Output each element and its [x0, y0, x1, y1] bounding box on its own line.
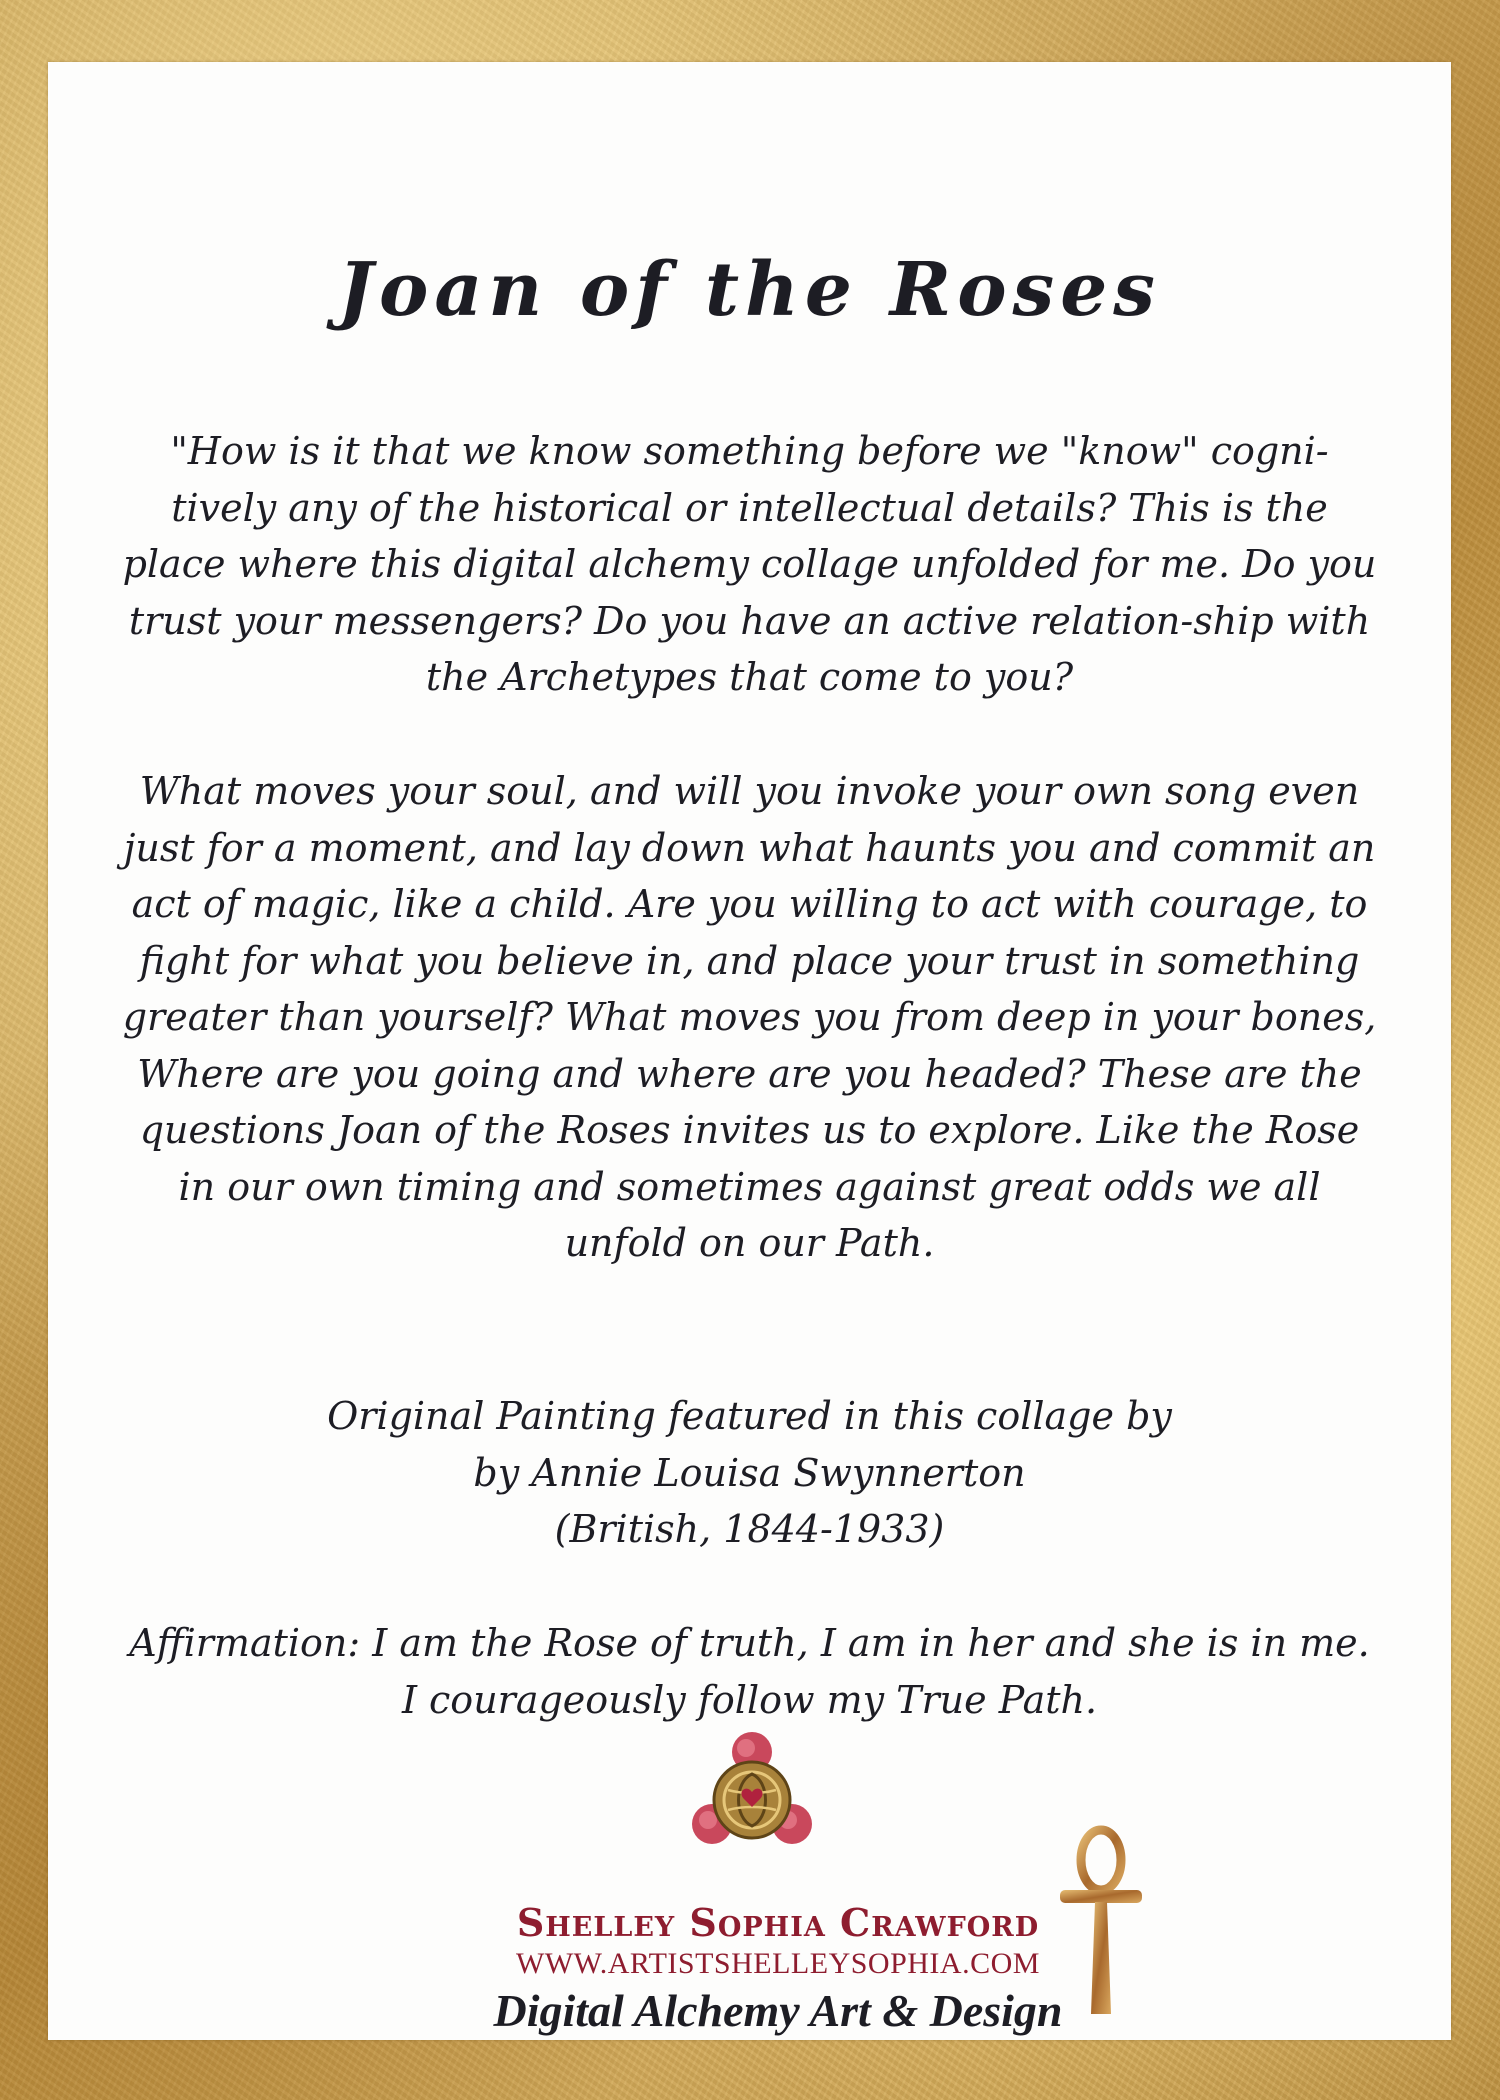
brand-tagline: Digital Alchemy Art & Design: [493, 1985, 1063, 2036]
main-paragraph: What moves your soul, and will you invoke your own song even just for a moment, and lay down what haunts you and commit an act of magic, like a child. Are you willing to act with courage, to fight for what you believe in, and place your trust in something greater than yourself? What moves you from deep in your bones, Where are you going and where are you headed? These are the questions Joan of the Roses invites us to explore. Like the Rose in our own timing and sometimes against great odds we all unfold on our Path.: [122, 769, 1377, 1265]
intro-paragraph: "How is it that we know something before we "know" cogni-tively any of the historical or intellectual details? This is the place where this digital alchemy collage unfolded for me. Do you trust your messengers? Do you have an active relation-ship with the Archetypes that come to you?: [122, 429, 1377, 699]
page-title: Joan of the Roses: [338, 247, 1161, 333]
credit-line-3: (British, 1844-1933): [554, 1507, 945, 1551]
credit-line-2: by Annie Louisa Swynnerton: [473, 1450, 1026, 1495]
affirmation: Affirmation: I am the Rose of truth, I am in her and she is in me. I courageously follow my True Path.: [129, 1621, 1370, 1722]
painting-credit: [118, 1388, 1381, 1558]
brand-name: Shelley Sophia Crawford: [516, 1900, 1040, 1945]
credit-line-1: Original Painting featured in this collage by: [327, 1394, 1172, 1438]
ankh-icon: [1054, 1822, 1148, 2022]
brand-url: WWW.ARTISTSHELLEYSOPHIA.COM: [516, 1947, 1040, 1980]
content-card: [48, 62, 1451, 2040]
rose-medallion-icon: [682, 1724, 822, 1864]
